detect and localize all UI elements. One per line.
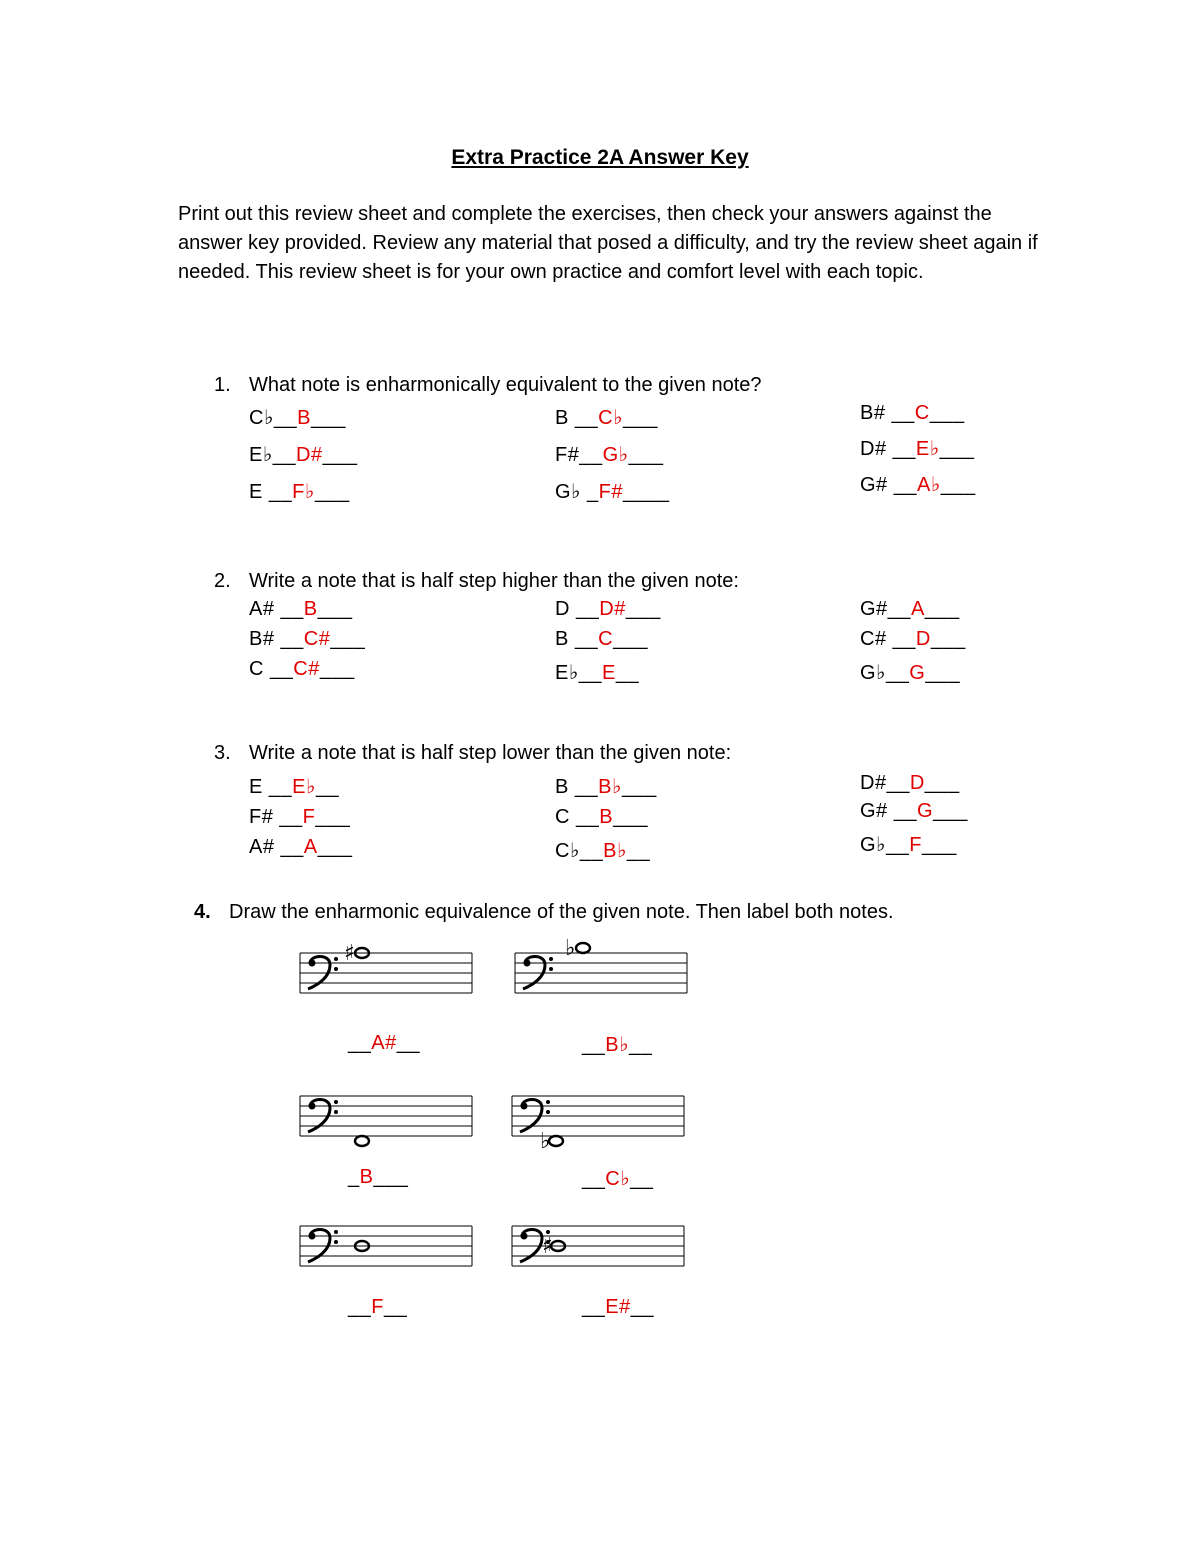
blank-before: __ <box>886 834 910 856</box>
q4-label <box>582 1166 653 1191</box>
q3-item <box>555 806 648 829</box>
blank-after: ___ <box>921 834 957 856</box>
q3-item <box>249 836 353 859</box>
answer-note: C# <box>303 628 331 650</box>
q2-item <box>860 628 966 651</box>
answer-note: E♭ <box>292 776 316 798</box>
blank-before: __ <box>579 444 603 466</box>
blank-after: ___ <box>930 628 966 650</box>
answer-note: A <box>910 598 925 620</box>
blank-before: __ <box>582 1168 606 1190</box>
given-note: B <box>555 628 575 650</box>
blank-after: __ <box>626 840 651 862</box>
given-note: F# <box>249 806 280 828</box>
blank-after: ___ <box>613 628 648 650</box>
answer-note: B <box>303 598 318 620</box>
blank-after: __ <box>630 1168 654 1190</box>
q2-item <box>555 628 648 651</box>
blank-after: ___ <box>317 836 353 858</box>
given-note: G# <box>860 598 888 620</box>
given-note: E <box>249 481 269 503</box>
answer-note: E♭ <box>915 438 940 460</box>
blank-after: __ <box>315 776 340 798</box>
blank-before: __ <box>268 776 293 798</box>
blank-after: ___ <box>319 658 355 680</box>
blank-before: __ <box>279 806 303 828</box>
given-note: G# <box>860 800 894 822</box>
given-note: D# <box>860 772 887 794</box>
bass-staff <box>300 1220 472 1280</box>
blank-after: ___ <box>322 444 358 466</box>
blank-before: __ <box>887 598 911 620</box>
blank-after: ___ <box>315 806 351 828</box>
given-note: G♭ <box>860 662 886 684</box>
q3-item <box>555 838 650 863</box>
q2-number: 2. <box>214 570 231 592</box>
given-note: C♭ <box>555 840 580 862</box>
blank-before: __ <box>892 438 916 460</box>
given-note: C <box>555 806 576 828</box>
q2-item <box>249 628 365 651</box>
blank-before: __ <box>886 772 910 794</box>
given-note: C♭ <box>249 407 274 429</box>
blank-after: ___ <box>621 776 657 798</box>
sharp-icon: ♯ <box>542 1234 553 1259</box>
q1-item <box>555 479 670 504</box>
given-note: A# <box>249 836 281 858</box>
bass-staff <box>515 936 687 1007</box>
bass-staff <box>300 1090 472 1150</box>
q3-item <box>249 774 339 799</box>
q2-prompt: Write a note that is half step higher than the given note: <box>249 570 739 592</box>
answer-note: D# <box>296 444 323 466</box>
blank-after: __ <box>615 662 640 684</box>
answer-note: F# <box>598 481 624 503</box>
given-note: B# <box>860 402 892 424</box>
blank-before: __ <box>582 1034 606 1056</box>
flat-icon: ♭ <box>565 936 576 961</box>
answer-note: D <box>909 772 925 794</box>
q3-item <box>860 800 968 823</box>
q4-label <box>348 1166 408 1189</box>
blank-after: ___ <box>625 598 661 620</box>
blank-before: __ <box>574 776 599 798</box>
answer-note: A♭ <box>917 474 941 496</box>
answer-note: G <box>917 800 934 822</box>
blank-before: __ <box>270 658 294 680</box>
q1-item <box>249 479 350 504</box>
whole-note <box>549 1136 563 1146</box>
q1-prompt: What note is enharmonically equivalent to the given note? <box>249 374 762 396</box>
given-note: C <box>249 658 270 680</box>
q1-item <box>555 442 663 467</box>
blank-before: _ <box>348 1166 360 1188</box>
blank-before: __ <box>280 598 304 620</box>
blank-before: __ <box>348 1296 372 1318</box>
blank-after: __ <box>630 1296 654 1318</box>
answer-note: F <box>371 1296 384 1318</box>
given-note: D# <box>860 438 893 460</box>
answer-note: C♭ <box>598 407 624 429</box>
answer-note: F <box>302 806 316 828</box>
answer-note: F♭ <box>292 481 315 503</box>
blank-before: __ <box>280 836 304 858</box>
whole-note <box>355 1136 369 1146</box>
q1-item <box>249 405 346 430</box>
q1-item <box>249 442 357 467</box>
answer-note: G♭ <box>602 444 629 466</box>
blank-after: __ <box>396 1032 420 1054</box>
blank-before: __ <box>348 1032 372 1054</box>
q3-item <box>860 772 960 795</box>
intro-paragraph: Print out this review sheet and complete the exercises, then check your answers against the answer key provided. Review any material that posed a difficulty, and try the review sheet again if needed. This review sheet is for your own practice and comfort level with each topic. <box>178 203 1038 283</box>
q4-prompt: Draw the enharmonic equivalence of the given note. Then label both notes. <box>229 901 894 923</box>
answer-note: C <box>914 402 930 424</box>
blank-before: __ <box>272 444 297 466</box>
blank-before: __ <box>886 662 910 684</box>
answer-note: E# <box>605 1296 631 1318</box>
blank-after: ___ <box>317 598 353 620</box>
answer-note: E <box>602 662 616 684</box>
q4-label <box>582 1296 654 1319</box>
blank-after: ___ <box>933 800 968 822</box>
answer-note: C♭ <box>605 1168 631 1190</box>
given-note: G♭ <box>555 481 588 503</box>
answer-note: A# <box>371 1032 397 1054</box>
blank-after: ___ <box>939 438 975 460</box>
q2-item <box>860 598 960 621</box>
blank-before: __ <box>893 800 917 822</box>
answer-note: B♭ <box>605 1034 630 1056</box>
q3-prompt: Write a note that is half step lower than the given note: <box>249 742 732 764</box>
answer-note: C# <box>293 658 320 680</box>
given-note: D <box>555 598 576 620</box>
q4-number: 4. <box>194 901 211 923</box>
bass-staff <box>512 1090 684 1154</box>
q1-item <box>860 436 975 461</box>
q1-item <box>860 402 965 425</box>
given-note: B# <box>249 628 281 650</box>
blank-before: __ <box>280 628 304 650</box>
blank-before: __ <box>892 628 916 650</box>
q1-item <box>555 405 658 430</box>
answer-note: B <box>359 1166 374 1188</box>
answer-note: B♭ <box>598 776 622 798</box>
blank-after: ___ <box>628 444 664 466</box>
blank-after: ____ <box>623 481 670 503</box>
blank-before: __ <box>576 598 600 620</box>
blank-before: __ <box>273 407 298 429</box>
given-note: E♭ <box>249 444 273 466</box>
blank-after: ___ <box>373 1166 409 1188</box>
given-note: G♭ <box>860 834 886 856</box>
whole-note <box>576 943 590 953</box>
q1-number: 1. <box>214 374 231 396</box>
blank-before: __ <box>893 474 917 496</box>
bass-staff <box>300 941 472 1007</box>
answer-note: D# <box>599 598 626 620</box>
q2-item <box>555 598 661 621</box>
q3-item <box>555 774 657 799</box>
q1-item <box>860 472 976 497</box>
blank-after: ___ <box>924 598 960 620</box>
q2-item <box>860 660 960 685</box>
given-note: C# <box>860 628 893 650</box>
q2-item <box>249 658 355 681</box>
answer-note: G <box>909 662 926 684</box>
blank-after: __ <box>383 1296 408 1318</box>
flat-icon: ♭ <box>540 1129 551 1154</box>
given-note: F# <box>555 444 580 466</box>
blank-before: __ <box>574 407 599 429</box>
blank-after: ___ <box>314 481 350 503</box>
bass-staff <box>512 1220 684 1280</box>
blank-after: __ <box>629 1034 653 1056</box>
blank-after: ___ <box>940 474 976 496</box>
answer-note: B <box>297 407 311 429</box>
sharp-icon: ♯ <box>344 941 355 966</box>
blank-after: ___ <box>929 402 965 424</box>
blank-after: ___ <box>613 806 648 828</box>
answer-note: D <box>915 628 931 650</box>
given-note: E <box>249 776 269 798</box>
answer-note: F <box>909 834 922 856</box>
blank-before: __ <box>582 1296 606 1318</box>
q4-label <box>348 1296 407 1319</box>
q3-number: 3. <box>214 742 231 764</box>
blank-before: _ <box>587 481 599 503</box>
blank-after: ___ <box>924 772 960 794</box>
given-note: G# <box>860 474 894 496</box>
blank-before: __ <box>578 662 603 684</box>
blank-before: __ <box>579 840 604 862</box>
blank-after: ___ <box>330 628 366 650</box>
blank-before: __ <box>891 402 915 424</box>
given-note: E♭ <box>555 662 579 684</box>
q2-item <box>249 598 353 621</box>
page-title: Extra Practice 2A Answer Key <box>451 146 749 169</box>
q3-item <box>860 832 957 857</box>
blank-before: __ <box>574 628 599 650</box>
given-note: B <box>555 776 575 798</box>
answer-note: A <box>303 836 318 858</box>
q3-item <box>249 806 350 829</box>
blank-after: ___ <box>925 662 961 684</box>
q4-label <box>348 1032 420 1055</box>
answer-note: B♭ <box>603 840 627 862</box>
q4-label <box>582 1032 652 1057</box>
blank-before: __ <box>268 481 293 503</box>
blank-after: ___ <box>623 407 658 429</box>
given-note: A# <box>249 598 281 620</box>
answer-note: C <box>598 628 614 650</box>
answer-note: B <box>599 806 614 828</box>
q2-item <box>555 660 639 685</box>
blank-after: ___ <box>310 407 346 429</box>
given-note: B <box>555 407 575 429</box>
blank-before: __ <box>576 806 600 828</box>
